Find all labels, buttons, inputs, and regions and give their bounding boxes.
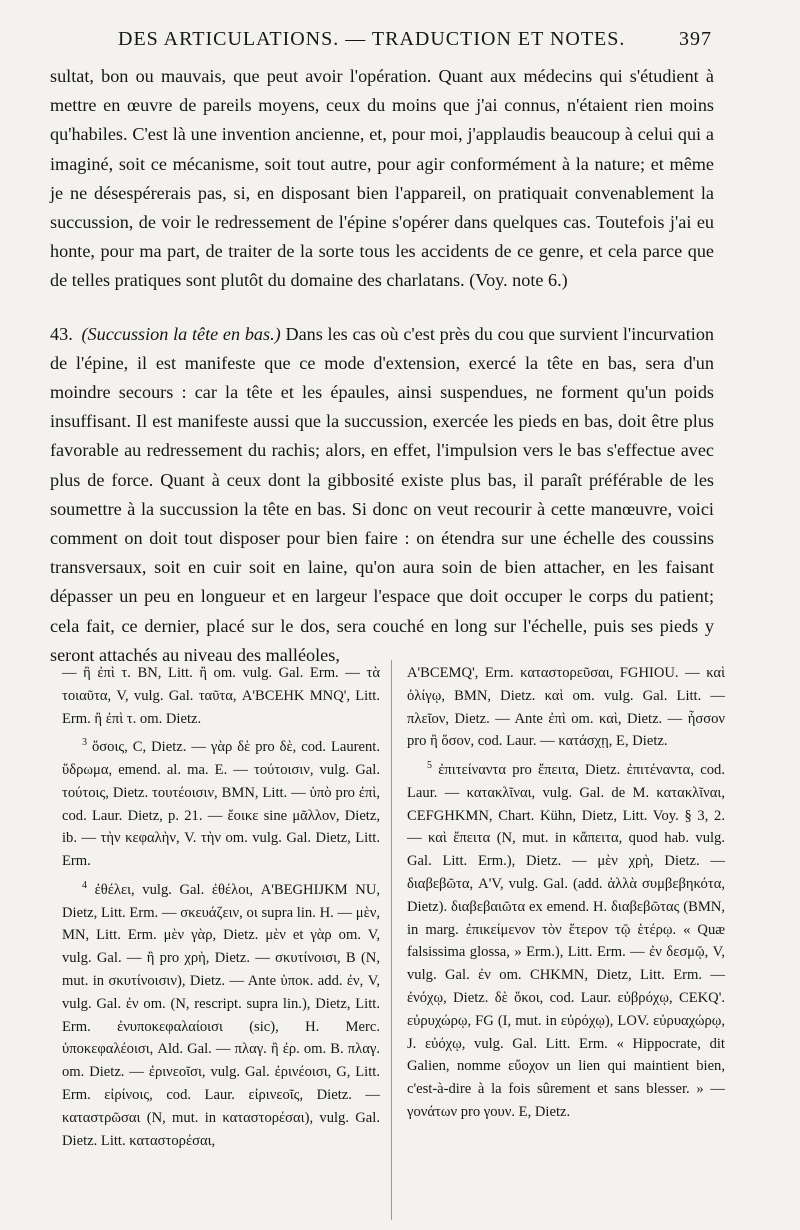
main-text xyxy=(50,62,714,670)
section-number: 43. xyxy=(50,323,73,344)
note-3 xyxy=(62,732,380,873)
note-continuation: — ἢ ἐπὶ τ. BN, Litt. ἢ om. vulg. Gal. Erm. — τὰ τοιαῦτα, V, vulg. Gal. ταῦτα, A'BCEHK MNQ', Litt. Erm. ἢ ἐπὶ τ. om. Dietz. xyxy=(62,665,380,727)
note-number: 4 xyxy=(82,880,87,892)
section-text: Dans les cas où c'est près du cou que survient l'incurvation de l'épine, il est manifeste que ce mode d'extension, exercé la tête en bas, sera d'un moindre secours : car la tête et les épaules, ainsi suspendues, ne forment qu'un poids insuffisant. Il est manifeste aussi que la succussion, exercée les pieds en bas, doit être plus favorable au redressement du rachis; alors, en effet, l'impulsion vers le bas s'effectue avec plus de force. Quant à ceux dont la gibbosité existe plus bas, il paraît préférable de les soumettre à la succussion la tête en bas. Si donc on veut recourir à cette manœuvre, voici comment on doit tout disposer pour bien faire : on étendra sur une échelle des coussins transversaux, soit en cuir soit en laine, qu'on aura soin de bien attacher, en les faisant dépasser un peu en longueur et en largeur l'espace que doit occuper le corps du patient; cela fait, ce dernier, placé sur le dos, sera couché en long sur l'échelle, puis ses pieds y seront attachés au niveau des malléoles, xyxy=(50,323,715,665)
note-4 xyxy=(62,875,380,1152)
note-text: ἐθέλει, vulg. Gal. ἐθέλοι, A'BEGHIJKM NU, Dietz, Litt. Erm. — σκευάζειν, οι supra lin. H. — μὲν, MN, Litt. Erm. μὲν γὰρ, Dietz. μὲν et γὰρ om. V, vulg. Gal. — ἢ pro χρὴ, Dietz. — σκυτίνοισι, B (N, mut. in σκυτίνοισιν), Dietz. — Ante ὑποκ. add. ἐν, V, vulg. Gal. ἐν om. (N, rescript. supra lin.), Dietz, Litt. Erm. ἐνυποκεφαλαίοισι (sic), H. Merc. ὑποκεφαλέοισι, Ald. Gal. — πλαγ. ἢ ἐρ. om. B. πλαγ. om. Dietz. — ἐρινεοῖσι, vulg. Gal. ἐρινέοισι, G, Litt. Erm. εἰρίνοις, cod. Laur. εἰρινεοῖς, Dietz. — καταστρῶσαι (N, mut. in καταστορέσαι), vulg. Gal. Dietz. Litt. καταστορέσαι, xyxy=(62,881,381,1149)
notes-right-column xyxy=(407,662,725,1124)
note-text: ἐπιτείναντα pro ἔπειτα, Dietz. ἐπιτέναντα, cod. Laur. — κατακλῖναι, vulg. Gal. de M. κατακλῖναι, CEFGHKMN, Chart. Kühn, Dietz, Litt. Voy. § 3, 2. — καὶ ἔπειτα (N, mut. in κἄπειτα, quod hab. vulg. Gal. Litt. Erm.), Dietz. — μὲν χρὴ, Dietz. — διαβεβῶτα, A'V, vulg. Gal. (add. ἀλλὰ συμβεβηκότα, Dietz). διαβεβαιῶτα ex emend. H. διαβεβῶτας (BMN, in marg. ἐπικείμενον τὸν ἕτερον τῷ ἑτέρῳ. « Quæ falsissima glossa, » Erm.), Litt. Erm. — ἐν δεσμῷ, V, vulg. Gal. ἐν om. CHKMN, Dietz, Litt. Erm. — ἐνόχῳ, Dietz. δὲ ὅκοι, cod. Laur. εὐβρόχῳ, CEKQ'. εὐρυχώρῳ, FG (I, mut. in εὐρόχῳ), LOV. εὐρυαχώρῳ, J. εὐόχῳ, vulg. Gal. Litt. Erm. « Hippocrate, dit Galien, nomme εὔοχον un lien qui maintient bien, c'est-à-dire à la fois sûrement et sans blesser. » — γονάτων pro γουν. E, Dietz. xyxy=(407,762,725,1120)
notes-left-column xyxy=(62,662,380,1152)
note-5 xyxy=(407,755,725,1124)
note-number: 3 xyxy=(82,737,87,749)
section-paragraph xyxy=(50,320,714,670)
body-paragraph: sultat, bon ou mauvais, que peut avoir l'opération. Quant aux médecins qui s'étudient à mettre en œuvre de pareils moyens, ceux du moins que j'ai connus, n'étaient rien moins qu'habiles. C'est là une invention ancienne, et, pour moi, j'applaudis beaucoup à celui qui a imaginé, soit ce mécanisme, soit tout autre, pour agir conformément à la nature; et même je ne désespérerais pas, si, en disposant bien l'appareil, on pratiquait convenablement la succussion, de voir le redressement de l'épine s'opérer dans quelques cas. Toutefois j'ai eu honte, pour ma part, de traiter de la sorte tous les accidents de ce genre, et cela parce que de telles pratiques sont plutôt du domaine des charlatans. (Voy. note 6.) xyxy=(50,66,714,291)
note-number: 5 xyxy=(427,760,432,772)
running-header xyxy=(50,28,712,58)
note-continuation: A'BCEMQ', Erm. καταστορεῦσαι, FGHIOU. — καὶ ὀλίγῳ, BMN, Dietz. καὶ om. vulg. Gal. Litt. — πλεῖον, Dietz. — Ante ἐπὶ om. καὶ, Dietz. — ἧσσον pro ἢ ὅσον, cod. Laur. — κατάσχῃ, E, Dietz. xyxy=(407,665,725,750)
column-divider xyxy=(391,660,392,1220)
section-title: (Succussion la tête en bas.) xyxy=(81,323,281,344)
note-text: ὅσοις, C, Dietz. — γὰρ δὲ pro δὲ, cod. Laurent. ὕδρωμα, emend. al. ma. E. — τούτοισιν, vulg. Gal. τούτοις, Dietz. τουτέοισιν, BMN, Litt. — ὑπὸ pro ἐπὶ, cod. Laur. Dietz, p. 21. — ἔοικε sine μᾶλλον, Dietz, ib. — τὴν κεφαλὴν, V. τὴν om. vulg. Gal. Dietz, Litt. Erm. xyxy=(62,739,380,870)
page-number: 397 xyxy=(679,28,712,50)
running-title: DES ARTICULATIONS. — TRADUCTION ET NOTES. xyxy=(118,28,626,50)
